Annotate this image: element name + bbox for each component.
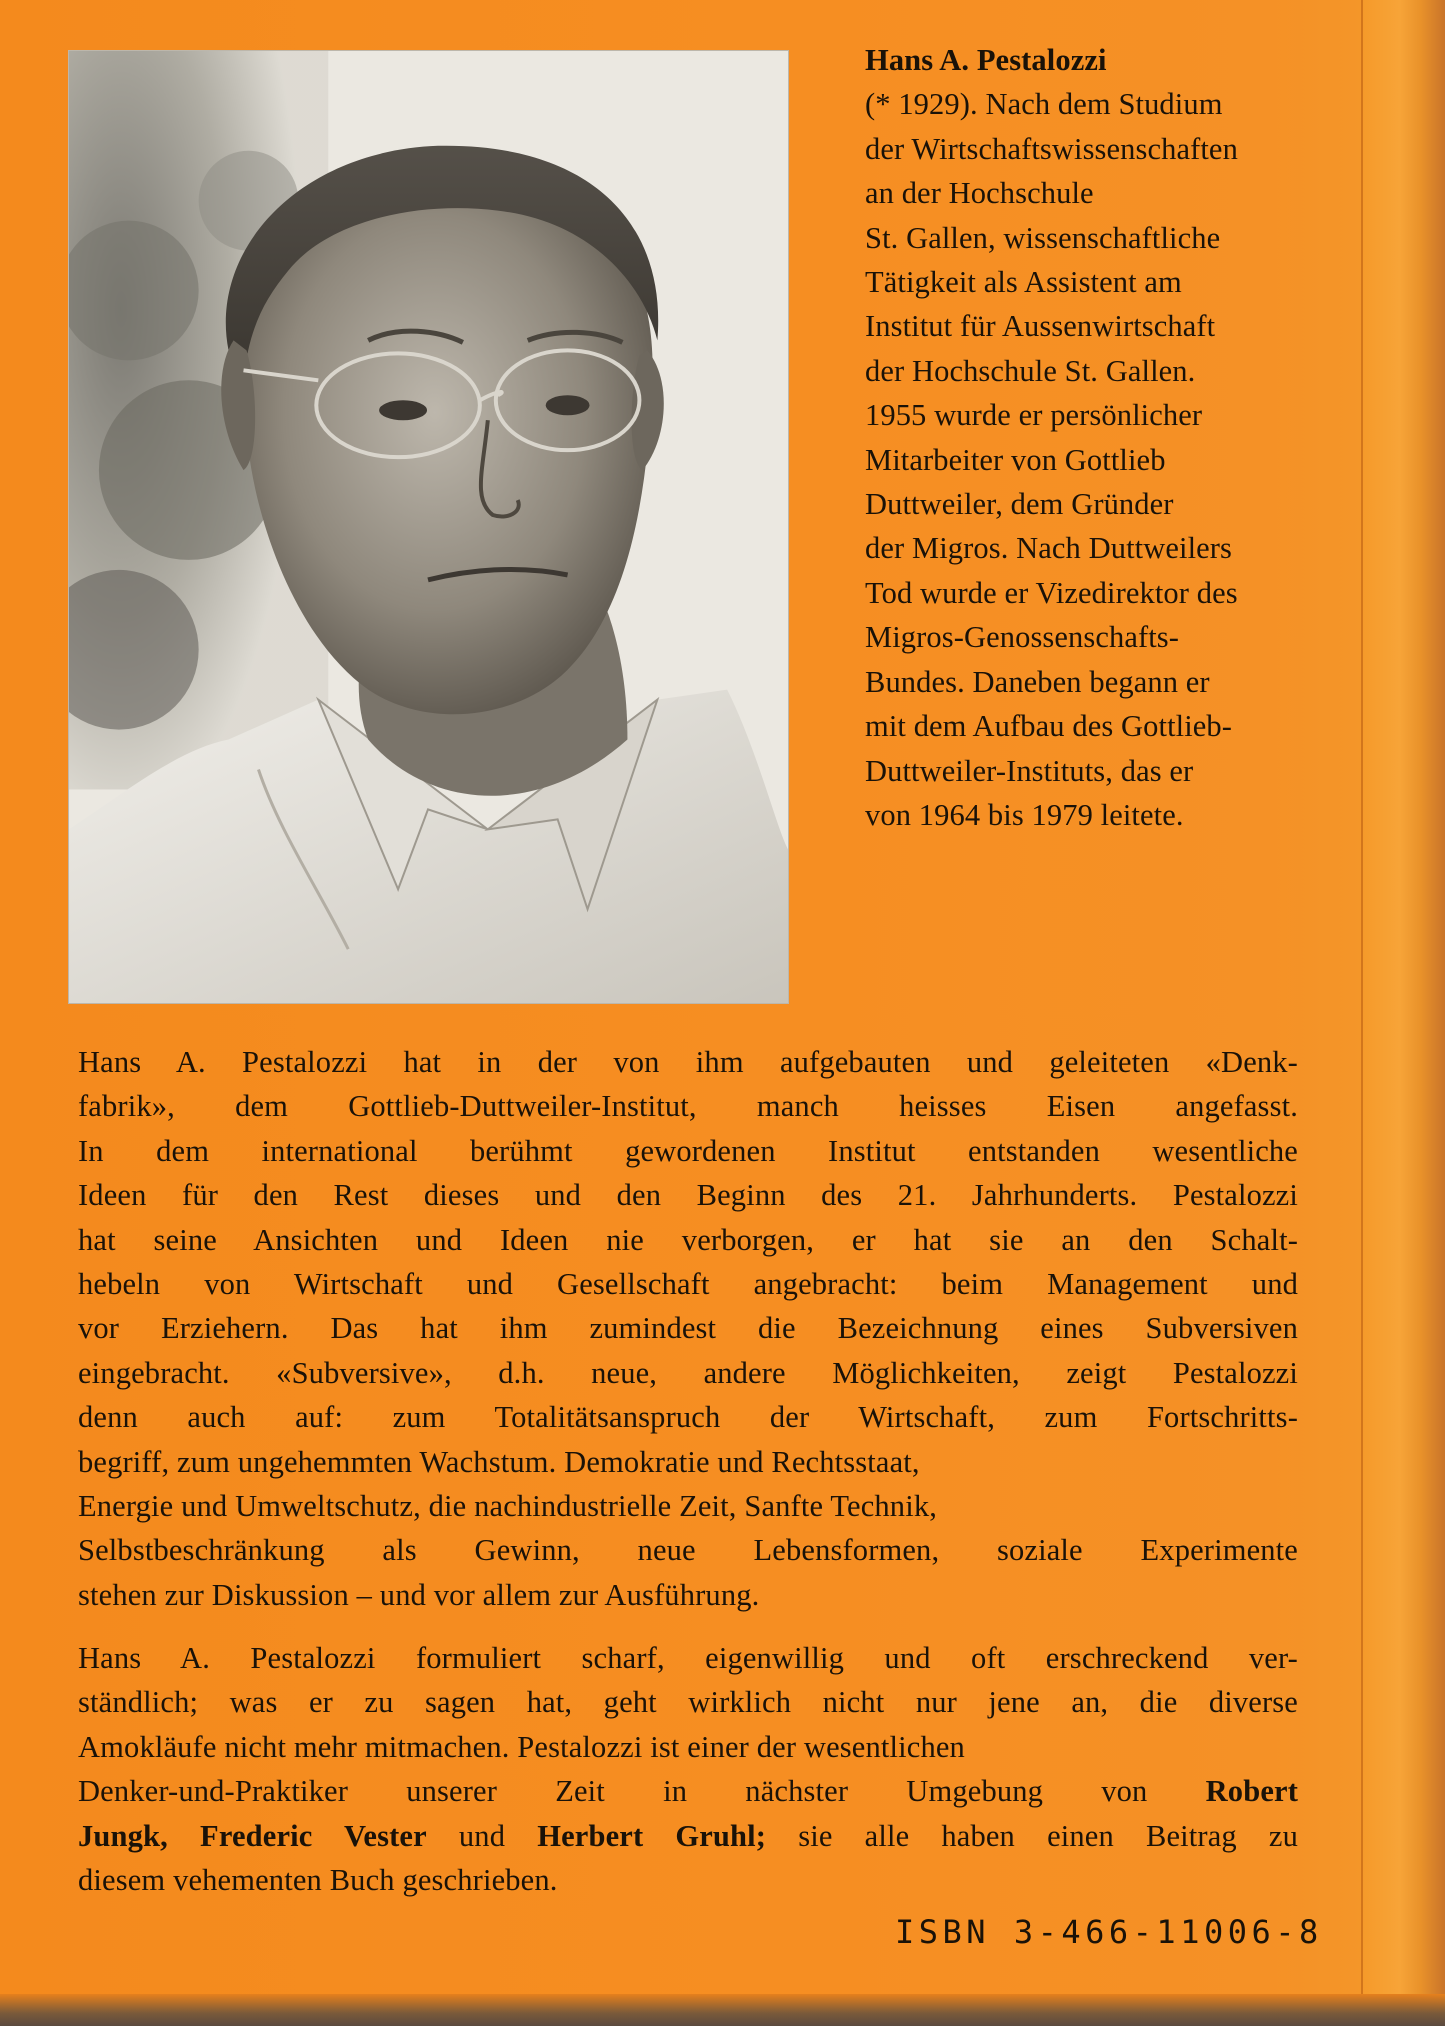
blurb-paragraph-1 — [78, 1040, 1298, 1617]
bio-line: Duttweiler, dem Gründer — [865, 487, 1174, 522]
author-name: Hans A. Pestalozzi — [865, 43, 1107, 77]
blurb-line: fabrik», dem Gottlieb-Duttweiler-Institut, manch heisses Eisen angefasst. — [78, 1089, 1298, 1124]
author-bio — [865, 38, 1365, 837]
blurb-line: Hans A. Pestalozzi formuliert scharf, eigenwillig und oft erschreckend ver- — [78, 1641, 1298, 1675]
bio-line: St. Gallen, wissenschaftliche — [865, 220, 1221, 255]
blurb-line: ständlich; was er zu sagen hat, geht wirklich nicht nur jene an, die diverse — [78, 1685, 1298, 1720]
blurb-line: denn auch auf: zum Totalitätsanspruch der Wirtschaft, zum Fortschritts- — [78, 1400, 1298, 1435]
blurb-line: diesem vehementen Buch geschrieben. — [78, 1863, 558, 1898]
bio-line: Mitarbeiter von Gottlieb — [865, 442, 1166, 477]
isbn-number: ISBN 3-466-11006-8 — [895, 1913, 1323, 1951]
blurb-paragraph-2 — [78, 1636, 1298, 1902]
blurb-line: Selbstbeschränkung als Gewinn, neue Lebensformen, soziale Experimente — [78, 1533, 1298, 1568]
bio-line: Tod wurde er Vizedirektor des — [865, 575, 1238, 610]
blurb-line: Energie und Umweltschutz, die nachindustrielle Zeit, Sanfte Technik, — [78, 1489, 938, 1524]
bio-line: an der Hochschule — [865, 176, 1094, 211]
blurb-text: und — [426, 1818, 538, 1853]
bio-line: von 1964 bis 1979 leitete. — [865, 797, 1184, 832]
blurb-line: begriff, zum ungehemmten Wachstum. Demokratie und Rechtsstaat, — [78, 1444, 920, 1479]
blurb-line — [78, 1814, 1298, 1858]
blurb-line: Ideen für den Rest dieses und den Beginn des 21. Jahrhunderts. Pestalozzi — [78, 1178, 1298, 1213]
blurb-line: hat seine Ansichten und Ideen nie verborgen, er hat sie an den Schalt- — [78, 1222, 1298, 1257]
bio-line: der Migros. Nach Duttweilers — [865, 531, 1233, 566]
bio-line: Migros-Genossenschafts- — [865, 620, 1180, 655]
name-robert: Robert — [1205, 1774, 1298, 1809]
name-vester: Frederic Vester — [200, 1818, 427, 1853]
blurb-line: hebeln von Wirtschaft und Gesellschaft angebracht: beim Management und — [78, 1267, 1298, 1302]
bio-line: mit dem Aufbau des Gottlieb- — [865, 709, 1233, 744]
blurb-text: Denker-und-Praktiker unserer Zeit in nächster Umgebung von — [78, 1774, 1206, 1809]
blurb-line — [78, 1769, 1298, 1813]
blurb-line: In dem international berühmt gewordenen Institut entstanden wesentliche — [78, 1133, 1298, 1168]
bio-line: 1955 wurde er persönlicher — [865, 398, 1203, 433]
blurb-line: Amokläufe nicht mehr mitmachen. Pestalozzi ist einer der wesentlichen — [78, 1729, 965, 1764]
portrait-illustration — [69, 51, 788, 1003]
cover-bottom-edge — [0, 1994, 1445, 2026]
bio-line: Duttweiler-Instituts, das er — [865, 753, 1194, 788]
name-jungk: Jungk, — [78, 1818, 168, 1853]
bio-line: der Hochschule St. Gallen. — [865, 353, 1196, 388]
bio-line: (* 1929). Nach dem Studium — [865, 87, 1223, 122]
book-spine-edge — [1361, 0, 1445, 2026]
bio-line: Tätigkeit als Assistent am — [865, 265, 1182, 300]
author-portrait-photo — [68, 50, 789, 1004]
bio-line: Institut für Aussenwirtschaft — [865, 309, 1216, 344]
name-gruhl: Herbert Gruhl; — [537, 1818, 767, 1853]
blurb-line: Hans A. Pestalozzi hat in der von ihm aufgebauten und geleiteten «Denk- — [78, 1045, 1298, 1079]
blurb-line: eingebracht. «Subversive», d.h. neue, andere Möglichkeiten, zeigt Pestalozzi — [78, 1355, 1298, 1390]
bio-line: Bundes. Daneben begann er — [865, 664, 1210, 699]
blurb-text: sie alle haben einen Beitrag zu — [766, 1818, 1298, 1853]
bio-line: der Wirtschaftswissenschaften — [865, 131, 1238, 166]
blurb-line: stehen zur Diskussion – und vor allem zur Ausführung. — [78, 1577, 760, 1612]
blurb-line: vor Erziehern. Das hat ihm zumindest die Bezeichnung eines Subversiven — [78, 1311, 1298, 1346]
